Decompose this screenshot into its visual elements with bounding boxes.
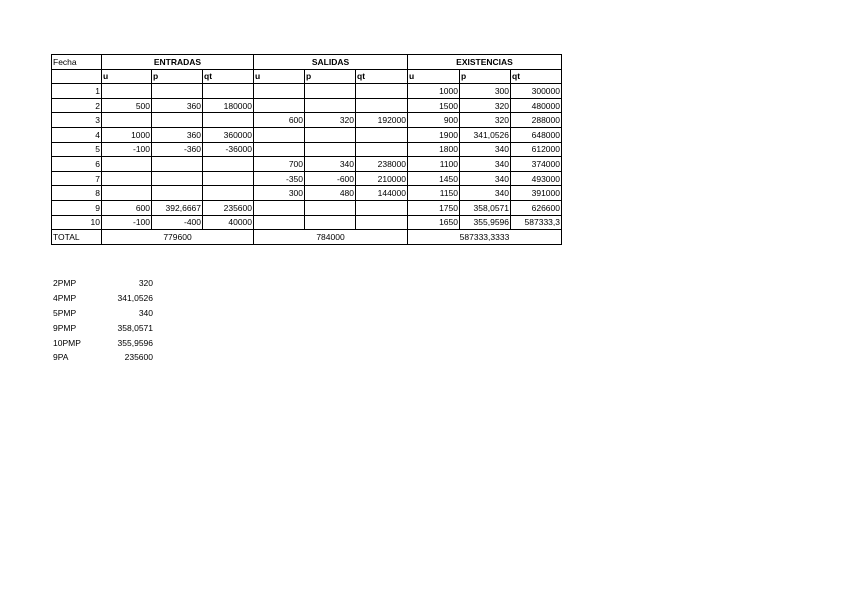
- fecha-header: Fecha: [52, 55, 102, 70]
- existencias-header: EXISTENCIAS: [408, 55, 562, 70]
- cell-xp: 320: [460, 98, 511, 113]
- existencias-p-header: p: [460, 69, 511, 84]
- cell-xqt: 587333,3: [511, 215, 562, 230]
- cell-eqt: [203, 113, 254, 128]
- total-existencias: 587333,3333: [408, 230, 562, 245]
- summary-row: [53, 291, 153, 306]
- cell-xqt: 480000: [511, 98, 562, 113]
- table-row: [52, 157, 562, 172]
- cell-fecha: 1: [52, 84, 102, 99]
- cell-fecha: 8: [52, 186, 102, 201]
- cell-xu: 1100: [408, 157, 460, 172]
- cell-sqt: [356, 127, 408, 142]
- cell-sqt: [356, 215, 408, 230]
- cell-eqt: 235600: [203, 200, 254, 215]
- summary-label: 9PMP: [53, 322, 77, 333]
- salidas-p-header: p: [305, 69, 356, 84]
- cell-xu: 1450: [408, 171, 460, 186]
- pmp-summary: [53, 276, 153, 365]
- cell-sp: 480: [305, 186, 356, 201]
- cell-xu: 1000: [408, 84, 460, 99]
- cell-xqt: 612000: [511, 142, 562, 157]
- cell-eu: [102, 84, 152, 99]
- salidas-header: SALIDAS: [254, 55, 408, 70]
- table-row: [52, 113, 562, 128]
- cell-sp: [305, 200, 356, 215]
- existencias-qt-header: qt: [511, 69, 562, 84]
- cell-xu: 1500: [408, 98, 460, 113]
- cell-sp: [305, 84, 356, 99]
- cell-xp: 355,9596: [460, 215, 511, 230]
- summary-row: [53, 350, 153, 365]
- cell-sqt: [356, 200, 408, 215]
- summary-value: 235600: [124, 352, 153, 363]
- table-row: [52, 186, 562, 201]
- entradas-p-header: p: [152, 69, 203, 84]
- cell-ep: 392,6667: [152, 200, 203, 215]
- cell-xqt: 626600: [511, 200, 562, 215]
- kardex-table: [51, 54, 562, 245]
- cell-su: [254, 127, 305, 142]
- existencias-u-header: u: [408, 69, 460, 84]
- cell-sqt: 144000: [356, 186, 408, 201]
- cell-xqt: 300000: [511, 84, 562, 99]
- cell-xp: 300: [460, 84, 511, 99]
- entradas-header: ENTRADAS: [102, 55, 254, 70]
- table-row: [52, 84, 562, 99]
- cell-xqt: 374000: [511, 157, 562, 172]
- cell-sqt: 192000: [356, 113, 408, 128]
- group-header-row: [52, 55, 562, 70]
- cell-xp: 340: [460, 186, 511, 201]
- cell-fecha: 10: [52, 215, 102, 230]
- cell-sqt: [356, 142, 408, 157]
- cell-ep: [152, 186, 203, 201]
- cell-fecha: 2: [52, 98, 102, 113]
- cell-eu: [102, 113, 152, 128]
- cell-sp: 320: [305, 113, 356, 128]
- cell-sqt: 238000: [356, 157, 408, 172]
- cell-eqt: [203, 157, 254, 172]
- cell-fecha: 3: [52, 113, 102, 128]
- summary-row: [53, 276, 153, 291]
- cell-xqt: 493000: [511, 171, 562, 186]
- cell-su: [254, 215, 305, 230]
- cell-eu: 1000: [102, 127, 152, 142]
- cell-su: [254, 84, 305, 99]
- total-label: TOTAL: [52, 230, 102, 245]
- cell-xp: 340: [460, 157, 511, 172]
- cell-eqt: 180000: [203, 98, 254, 113]
- summary-label: 4PMP: [53, 293, 77, 304]
- cell-ep: -360: [152, 142, 203, 157]
- table-row: [52, 142, 562, 157]
- cell-ep: 360: [152, 127, 203, 142]
- cell-ep: -400: [152, 215, 203, 230]
- cell-xu: 1800: [408, 142, 460, 157]
- cell-fecha: 9: [52, 200, 102, 215]
- cell-ep: [152, 171, 203, 186]
- cell-sp: [305, 127, 356, 142]
- cell-ep: 360: [152, 98, 203, 113]
- cell-sp: -600: [305, 171, 356, 186]
- summary-label: 5PMP: [53, 307, 77, 318]
- summary-value: 358,0571: [117, 322, 153, 333]
- table-row: [52, 127, 562, 142]
- cell-eu: 500: [102, 98, 152, 113]
- cell-eu: [102, 157, 152, 172]
- cell-xqt: 391000: [511, 186, 562, 201]
- summary-value: 320: [138, 278, 153, 289]
- cell-sqt: 210000: [356, 171, 408, 186]
- entradas-qt-header: qt: [203, 69, 254, 84]
- cell-su: 700: [254, 157, 305, 172]
- cell-xu: 1750: [408, 200, 460, 215]
- cell-eqt: [203, 84, 254, 99]
- salidas-u-header: u: [254, 69, 305, 84]
- summary-row: [53, 306, 153, 321]
- cell-eu: [102, 171, 152, 186]
- cell-xqt: 648000: [511, 127, 562, 142]
- cell-sp: [305, 142, 356, 157]
- cell-xp: 320: [460, 113, 511, 128]
- cell-eu: -100: [102, 142, 152, 157]
- cell-fecha: 5: [52, 142, 102, 157]
- cell-eqt: [203, 186, 254, 201]
- cell-sqt: [356, 84, 408, 99]
- summary-value: 340: [138, 307, 153, 318]
- salidas-qt-header: qt: [356, 69, 408, 84]
- summary-value: 355,9596: [117, 337, 153, 348]
- cell-eu: -100: [102, 215, 152, 230]
- cell-fecha: 7: [52, 171, 102, 186]
- cell-sp: [305, 98, 356, 113]
- cell-eqt: -36000: [203, 142, 254, 157]
- cell-sp: [305, 215, 356, 230]
- cell-xu: 1650: [408, 215, 460, 230]
- cell-eu: 600: [102, 200, 152, 215]
- cell-sp: 340: [305, 157, 356, 172]
- summary-label: 2PMP: [53, 278, 77, 289]
- cell-eqt: 40000: [203, 215, 254, 230]
- cell-xu: 1150: [408, 186, 460, 201]
- cell-eqt: 360000: [203, 127, 254, 142]
- cell-su: 600: [254, 113, 305, 128]
- cell-xp: 340: [460, 171, 511, 186]
- cell-xp: 340: [460, 142, 511, 157]
- subheader-empty: [52, 69, 102, 84]
- cell-eqt: [203, 171, 254, 186]
- cell-xp: 341,0526: [460, 127, 511, 142]
- subheader-row: [52, 69, 562, 84]
- cell-xp: 358,0571: [460, 200, 511, 215]
- table-row: [52, 200, 562, 215]
- cell-xu: 1900: [408, 127, 460, 142]
- cell-su: [254, 200, 305, 215]
- total-salidas: 784000: [254, 230, 408, 245]
- cell-fecha: 6: [52, 157, 102, 172]
- summary-row: [53, 320, 153, 335]
- summary-value: 341,0526: [117, 293, 153, 304]
- cell-xu: 900: [408, 113, 460, 128]
- cell-ep: [152, 113, 203, 128]
- summary-label: 9PA: [53, 352, 69, 363]
- cell-su: [254, 142, 305, 157]
- table-row: [52, 171, 562, 186]
- total-row: [52, 230, 562, 245]
- cell-fecha: 4: [52, 127, 102, 142]
- total-entradas: 779600: [102, 230, 254, 245]
- cell-xqt: 288000: [511, 113, 562, 128]
- cell-su: 300: [254, 186, 305, 201]
- cell-eu: [102, 186, 152, 201]
- entradas-u-header: u: [102, 69, 152, 84]
- cell-su: -350: [254, 171, 305, 186]
- cell-ep: [152, 84, 203, 99]
- cell-su: [254, 98, 305, 113]
- cell-ep: [152, 157, 203, 172]
- summary-row: [53, 335, 153, 350]
- table-row: [52, 98, 562, 113]
- table-row: [52, 215, 562, 230]
- summary-label: 10PMP: [53, 337, 81, 348]
- cell-sqt: [356, 98, 408, 113]
